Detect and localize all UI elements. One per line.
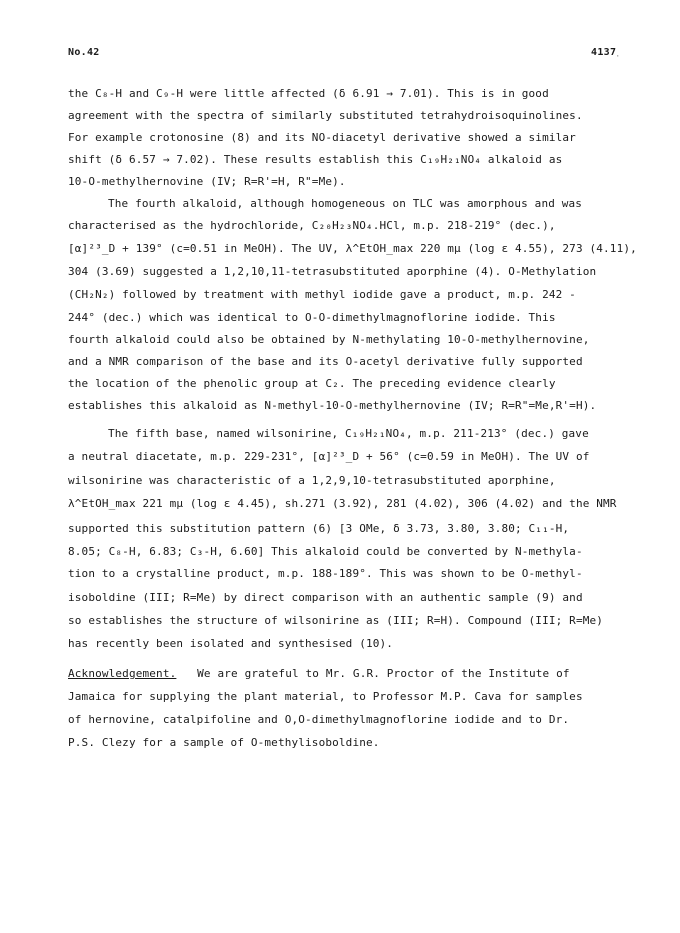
text-line: isoboldine (III; R=Me) by direct comparison with an authentic sample (9) and: [68, 591, 583, 604]
acknowledgement-heading: Acknowledgement.: [68, 667, 177, 680]
text-line: fourth alkaloid could also be obtained by N-methylating 10-O-methylhernovine,: [68, 333, 590, 346]
text-line: establishes this alkaloid as N-methyl-10-O-methylhernovine (IV; R=R"=Me,R'=H).: [68, 399, 597, 412]
acknowledgement-text: We are grateful to Mr. G.R. Proctor of the Institute of: [197, 667, 570, 680]
text-line: and a NMR comparison of the base and its O-acetyl derivative fully supported: [68, 355, 583, 368]
text-line: (CH₂N₂) followed by treatment with methyl iodide gave a product, m.p. 242 -: [68, 288, 576, 301]
text-line: P.S. Clezy for a sample of O-methylisoboldine.: [68, 736, 380, 749]
text-line: Jamaica for supplying the plant material, to Professor M.P. Cava for samples: [68, 690, 583, 703]
text-line: [α]²³_D + 139° (c=0.51 in MeOH). The UV, λ^EtOH_max 220 mμ (log ε 4.55), 273 (4.11),: [68, 242, 637, 255]
page-number: 4137: [591, 47, 617, 58]
text-line: λ^EtOH_max 221 mμ (log ε 4.45), sh.271 (3.92), 281 (4.02), 306 (4.02) and the NMR: [68, 497, 617, 510]
text-line: shift (δ 6.57 → 7.02). These results establish this C₁₉H₂₁NO₄ alkaloid as: [68, 153, 563, 166]
text-line: 10-O-methylhernovine (IV; R=R'=H, R"=Me).: [68, 175, 346, 188]
text-line: so establishes the structure of wilsonirine as (III; R=H). Compound (III; R=Me): [68, 614, 604, 627]
journal-reference: No.42: [68, 47, 100, 58]
text-line: 8.05; C₈-H, 6.83; C₃-H, 6.60] This alkaloid could be converted by N-methyla-: [68, 545, 583, 558]
text-line: For example crotonosine (8) and its NO-diacetyl derivative showed a similar: [68, 131, 576, 144]
text-line: tion to a crystalline product, m.p. 188-189°. This was shown to be O-methyl-: [68, 567, 583, 580]
text-line: has recently been isolated and synthesised (10).: [68, 637, 394, 650]
text-line: of hernovine, catalpifoline and O,O-dimethylmagnoflorine iodide and to Dr.: [68, 713, 570, 726]
text-line: The fifth base, named wilsonirine, C₁₉H₂₁NO₄, m.p. 211-213° (dec.) gave: [108, 427, 589, 440]
text-line: The fourth alkaloid, although homogeneous on TLC was amorphous and was: [108, 197, 583, 210]
margin-mark: ·: [615, 52, 621, 62]
text-line: a neutral diacetate, m.p. 229-231°, [α]²³_D + 56° (c=0.59 in MeOH). The UV of: [68, 450, 590, 463]
text-line: 304 (3.69) suggested a 1,2,10,11-tetrasubstituted aporphine (4). O-Methylation: [68, 265, 597, 278]
text-line: characterised as the hydrochloride, C₂₀H₂₃NO₄.HCl, m.p. 218-219° (dec.),: [68, 219, 556, 232]
text-line: wilsonirine was characteristic of a 1,2,9,10-tetrasubstituted aporphine,: [68, 474, 556, 487]
text-line: supported this substitution pattern (6) [3 OMe, δ 3.73, 3.80, 3.80; C₁₁-H,: [68, 522, 570, 535]
text-line: the C₈-H and C₉-H were little affected (δ 6.91 → 7.01). This is in good: [68, 87, 549, 100]
text-line: 244° (dec.) which was identical to O-O-dimethylmagnoflorine iodide. This: [68, 311, 556, 324]
text-line: agreement with the spectra of similarly substituted tetrahydroisoquinolines.: [68, 109, 583, 122]
text-line: the location of the phenolic group at C₂. The preceding evidence clearly: [68, 377, 556, 390]
acknowledgement-line: [68, 663, 588, 685]
